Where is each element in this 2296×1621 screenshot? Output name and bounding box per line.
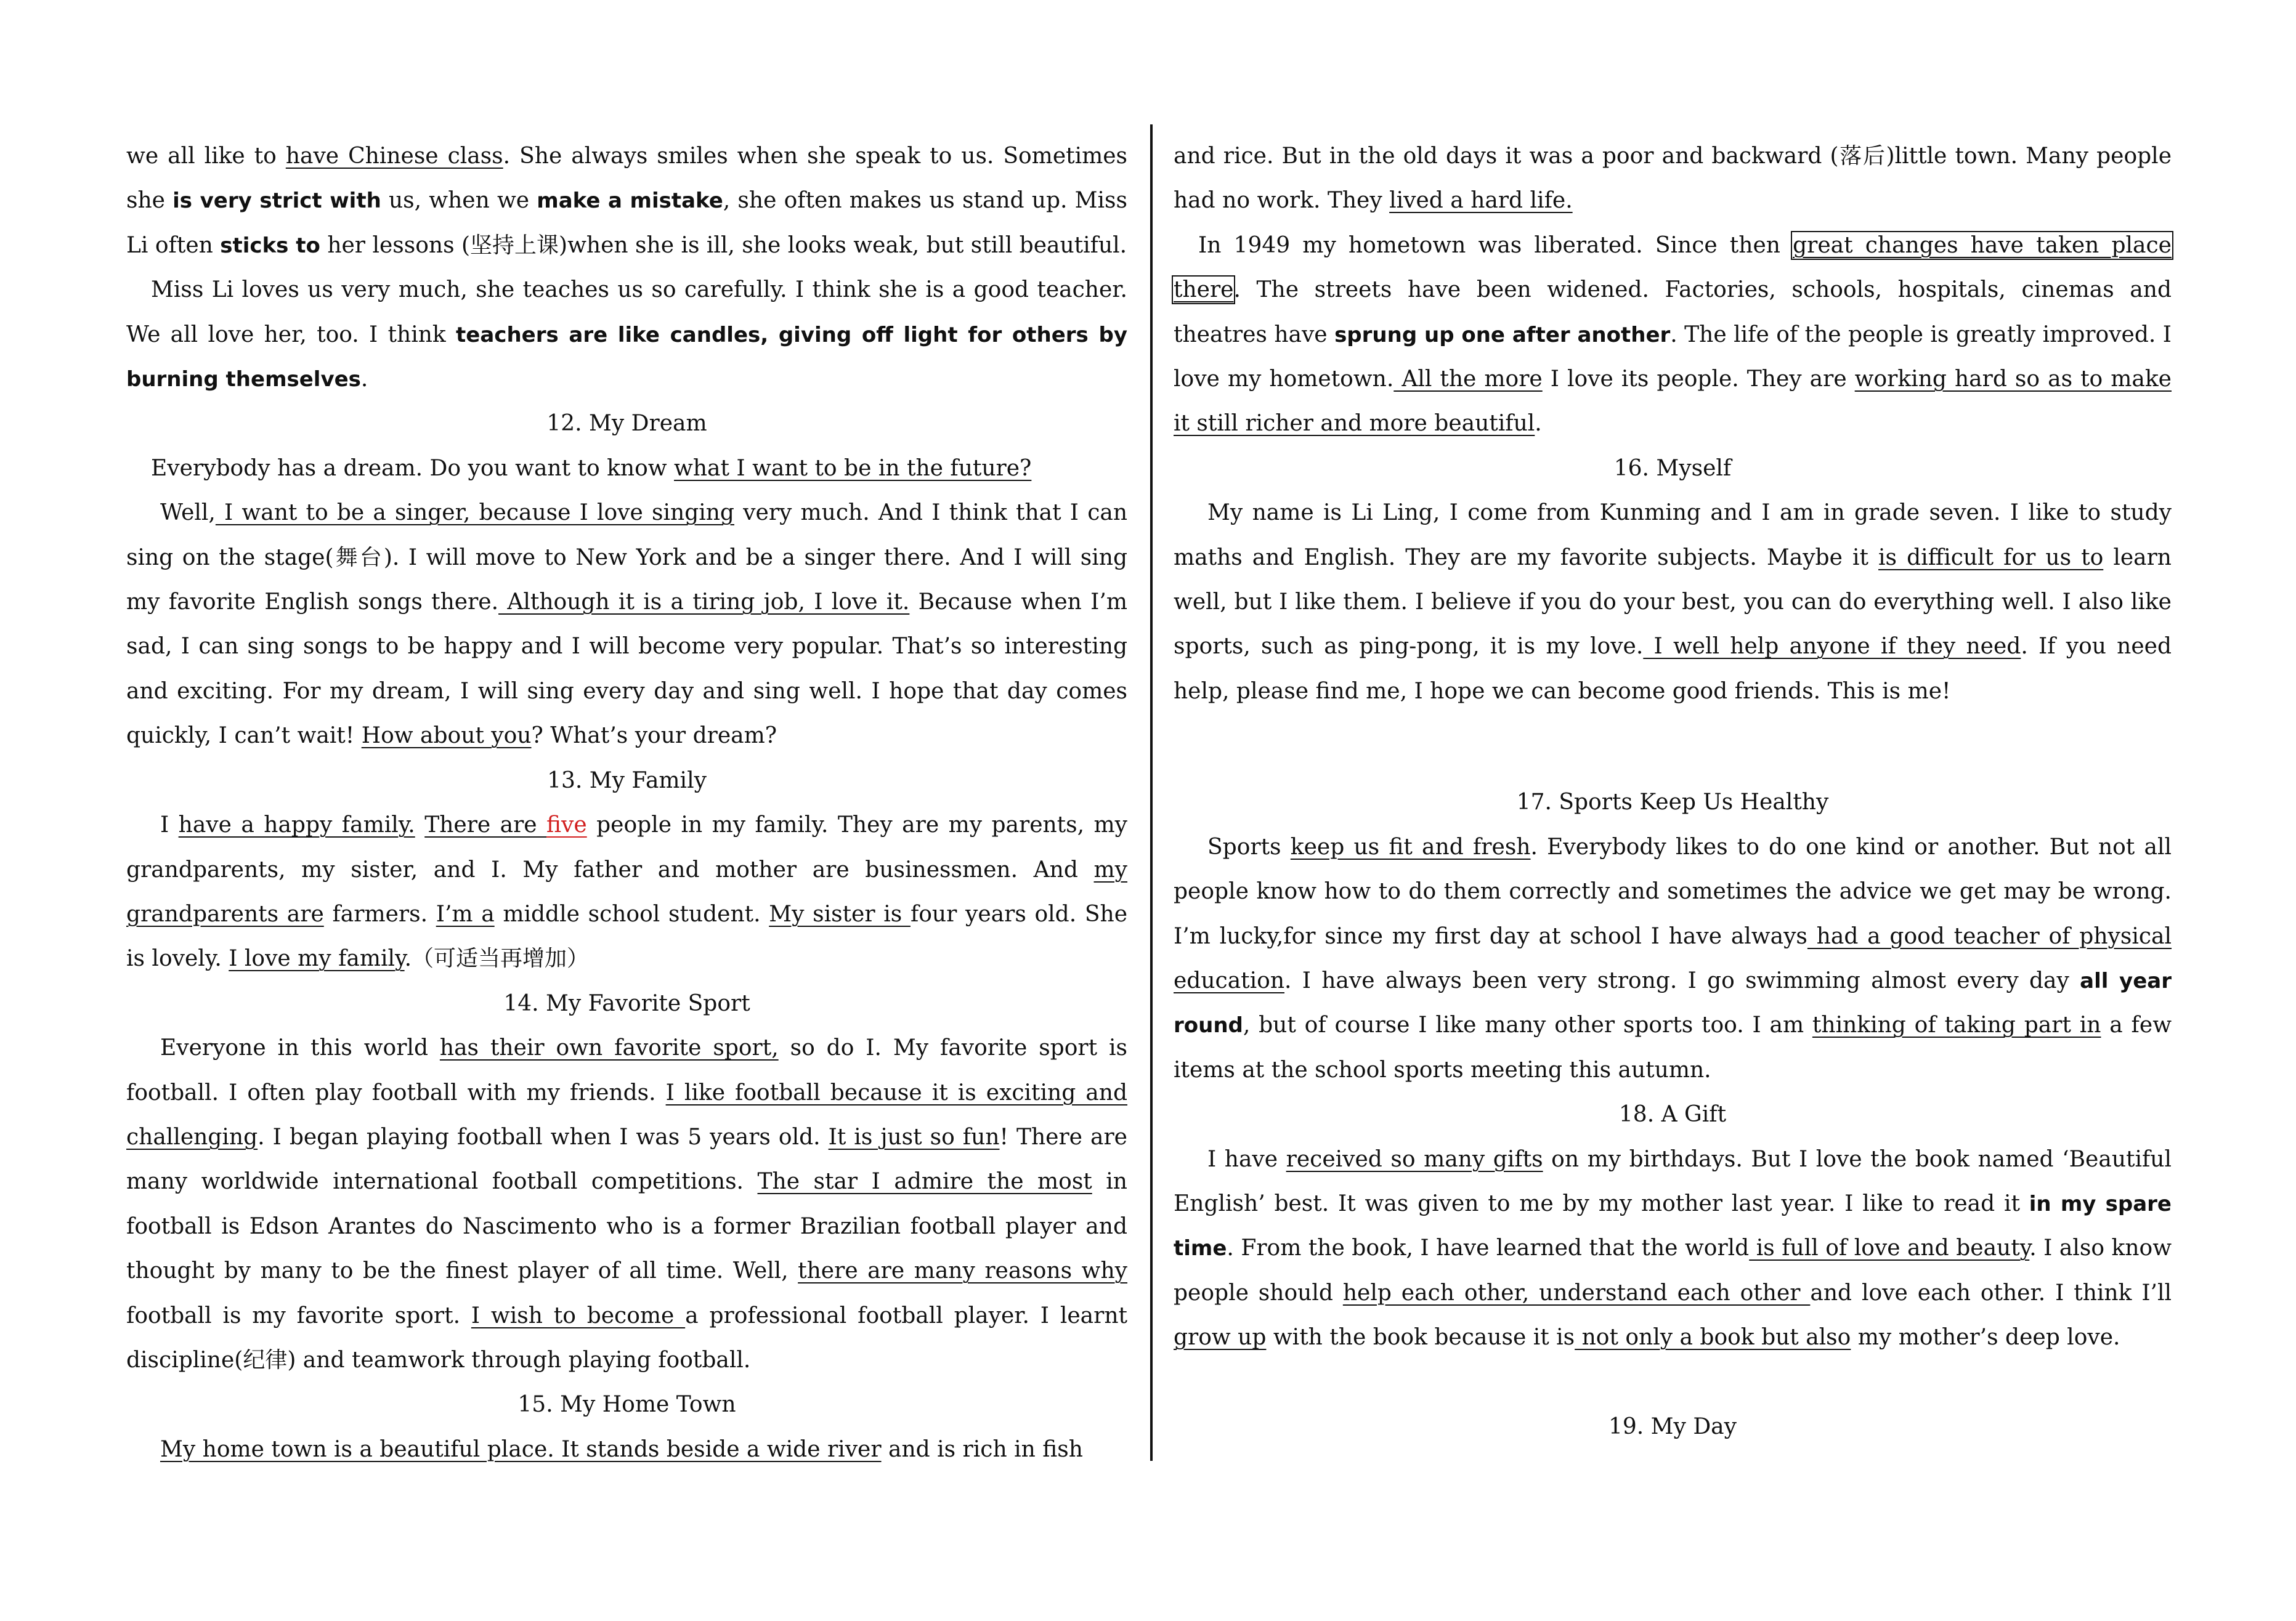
underlined-phrase: I wish to become [471, 1303, 686, 1328]
underlined-phrase: received so many gifts [1286, 1146, 1543, 1172]
underlined-phrase: My home town is a beautiful place. It stands beside a wide river [160, 1436, 882, 1462]
section-heading-15: 15. My Home Town [517, 1392, 736, 1418]
text-span: on my birthdays. But I love the book named ‘Beautiful English’ best. It was given to me by my mother last year. I like to read it [1174, 1146, 2172, 1216]
text-span: my mother’s deep love. [1851, 1325, 2120, 1351]
text-span: . I began playing football when I was 5 years old. [258, 1124, 829, 1150]
text-span: . I also know people should [1174, 1235, 2172, 1306]
underlined-phrase: There are [424, 812, 547, 838]
section-heading-12: 12. My Dream [546, 411, 707, 437]
text-span: . I have always been very strong. I go swimming almost every day [1284, 968, 2080, 993]
section-heading-16: 16. Myself [1613, 455, 1732, 481]
text-span: and rice. But in the old days it was a poor and backward (落后)little town. Many people had no work. They [1174, 144, 2172, 214]
text-span: and love each other. I think I’ll [1810, 1280, 2172, 1306]
paragraph-gift [1174, 1138, 2172, 1360]
paragraph-town-1 [126, 1428, 1127, 1472]
text-span: . If you need help, please find me, I hope we can become good friends. This is me! [1174, 634, 2172, 704]
text-span: a professional football player. I learnt discipline(纪律) and teamwork through playing football. [126, 1303, 1127, 1373]
text-span: Miss Li loves us very much, she teaches us so carefully. I think she is a good teacher. We all love her, too. I think [126, 277, 1127, 347]
text-span: Everyone in this world [160, 1035, 440, 1061]
paragraph-myself [1174, 491, 2172, 714]
underlined-phrase: is full of love and beauty [1749, 1235, 2030, 1261]
right-column [1174, 134, 2172, 1449]
bold-phrase: make a mistake [537, 188, 723, 214]
underlined-phrase: I want to be a singer, because I love singing [215, 500, 734, 526]
underlined-phrase: I well help anyone if they need [1643, 634, 2021, 660]
underlined-phrase: grow up [1174, 1325, 1267, 1351]
section-heading-14: 14. My Favorite Sport [503, 990, 750, 1016]
blank-space [1174, 714, 2172, 780]
paragraph-family [126, 803, 1127, 982]
text-span: Well, [160, 500, 216, 526]
underlined-phrase: lived a hard life. [1389, 188, 1573, 214]
section-heading-13: 13. My Family [547, 767, 707, 793]
text-span: people in my family. They are my parents, my grandparents, my sister, and I. My father and mother are businessmen. And [126, 812, 1127, 883]
paragraph-dream-2 [126, 491, 1127, 758]
bold-phrase: teachers are like candles, giving off light for others by burning themselves [126, 322, 1127, 392]
text-span: ! There are many worldwide international football competitions. [126, 1124, 1127, 1195]
bold-phrase: in my spare time [1174, 1191, 2172, 1261]
underlined-phrase: not only a book but also [1575, 1325, 1851, 1351]
text-span: Sports [1207, 834, 1291, 860]
text-span: football is my favorite sport. [126, 1303, 471, 1328]
text-span: . Everybody likes to do one kind or another. But not all people know how to do them correctly and sometimes the advice we get may be wrong. I’m lucky,for since my first day at school I have always [1174, 834, 2172, 949]
underlined-phrase: The star I admire the most [757, 1169, 1092, 1195]
left-column [126, 134, 1127, 1472]
text-span: her lessons (坚持上课)when she is ill, she looks weak, but still beautiful. [320, 232, 1127, 258]
paragraph-dream-1 [126, 447, 1127, 491]
column-divider [1150, 124, 1153, 1461]
paragraph-town-2 [1174, 134, 2172, 224]
underlined-phrase: had a good teacher of physical education [1174, 923, 2172, 993]
underlined-phrase: help each other, understand each other [1342, 1280, 1811, 1306]
underlined-phrase: there are many reasons why [798, 1258, 1128, 1284]
text-span: middle school student. [494, 901, 769, 927]
bold-phrase: is very strict with [172, 188, 381, 214]
section-heading-19: 19. My Day [1608, 1413, 1737, 1439]
text-span: I have [1207, 1146, 1286, 1172]
text-span: learn well, but I like them. I believe if you do your best, you can do everything well. I also like sports, such as ping-pong, it is my love. [1174, 544, 2172, 660]
underlined-phrase: have Chinese class [285, 144, 503, 169]
highlighted-number: five [546, 812, 587, 838]
text-span: a few items at the school sports meeting this autumn. [1174, 1013, 2172, 1083]
underlined-phrase: I love my family [229, 946, 405, 972]
text-span: very much. And I think that I can sing on the stage(舞台). I will move to New York and be a singer there. And I will sing my favorite English songs there. [126, 500, 1127, 615]
text-span: . [360, 366, 368, 392]
text-span: Because when I’m sad, I can sing songs to be happy and I will become very popular. That’s so interesting and exciting. For my dream, I will sing every day and sing well. I hope that day comes quickly, I can’t wait! [126, 589, 1127, 749]
text-span: . The streets have been widened. Factories, schools, hospitals, cinemas and theatres have [1174, 277, 2172, 347]
text-span: so do I. My favorite sport is football. I often play football with my friends. [126, 1035, 1127, 1106]
text-span: with the book because it is [1266, 1325, 1575, 1351]
underlined-phrase: have a happy family. [178, 812, 415, 838]
text-span: us, when we [381, 188, 537, 214]
bold-phrase: sprung up one after another [1334, 322, 1671, 347]
underlined-phrase: is difficult for us to [1878, 544, 2104, 570]
paragraph-teacher-2 [126, 268, 1127, 402]
underlined-phrase: keep us fit and fresh [1290, 834, 1531, 860]
text-span: I [160, 812, 179, 838]
blank-space [1174, 1360, 2172, 1405]
text-span: in football is Edson Arantes do Nascimento who is a former Brazilian football player and thought by many to be the finest player of all time. Well, [126, 1169, 1127, 1284]
underlined-phrase: My sister is [769, 901, 911, 927]
text-span: . The life of the people is greatly improved. I love my hometown. [1174, 321, 2172, 392]
paragraph-healthy [1174, 825, 2172, 1093]
text-span: , she often makes us stand up. Miss Li often [126, 188, 1127, 258]
text-span: In 1949 my hometown was liberated. Since then [1198, 232, 1793, 258]
boxed-phrase: great changes have taken place there [1174, 232, 2172, 303]
bold-phrase: sticks to [220, 233, 320, 258]
text-span [415, 812, 424, 838]
text-span: . [1535, 411, 1542, 437]
paragraph-town-3 [1174, 224, 2172, 447]
bold-phrase: all year round [1174, 968, 2172, 1038]
text-span: ? What’s your dream? [531, 723, 777, 749]
underlined-phrase: How about you [361, 723, 532, 749]
section-heading-17: 17. Sports Keep Us Healthy [1516, 790, 1829, 815]
underlined-phrase: working hard so as to make it still richer and more beautiful [1174, 366, 2172, 437]
text-span: four years old. She is lovely. [126, 901, 1128, 972]
text-span: I love its people. They are [1542, 366, 1855, 392]
underlined-phrase: It is just so fun [828, 1124, 1000, 1150]
text-span: My name is Li Ling, I come from Kunming and I am in grade seven. I like to study maths and English. They are my favorite subjects. Maybe it [1174, 500, 2172, 570]
text-span: , but of course I like many other sports too. I am [1243, 1013, 1812, 1038]
section-heading-18: 18. A Gift [1618, 1102, 1727, 1128]
text-span: Everybody has a dream. Do you want to know [151, 455, 675, 481]
underlined-phrase: I’m a [436, 901, 495, 927]
paragraph-sport [126, 1026, 1127, 1383]
underlined-phrase: All the more [1393, 366, 1543, 392]
text-span: . She always smiles when she speak to us. Sometimes she [126, 144, 1128, 214]
text-span: farmers. [323, 901, 436, 927]
text-span: .（可适当再增加） [404, 946, 590, 972]
underlined-phrase: I like football because it is exciting and challenging [126, 1080, 1127, 1150]
text-span: we all like to [126, 144, 286, 169]
underlined-phrase: thinking of taking part in [1812, 1013, 2101, 1038]
text-span: and is rich in fish [881, 1436, 1083, 1462]
paragraph-teacher-1 [126, 134, 1127, 268]
underlined-phrase: my grandparents are [126, 857, 1127, 927]
underlined-phrase: has their own favorite sport, [439, 1035, 779, 1061]
underlined-phrase: what I want to be in the future? [674, 455, 1032, 481]
text-span: . From the book, I have learned that the world [1227, 1235, 1750, 1261]
underlined-phrase: Although it is a tiring job, I love it. [498, 589, 910, 615]
